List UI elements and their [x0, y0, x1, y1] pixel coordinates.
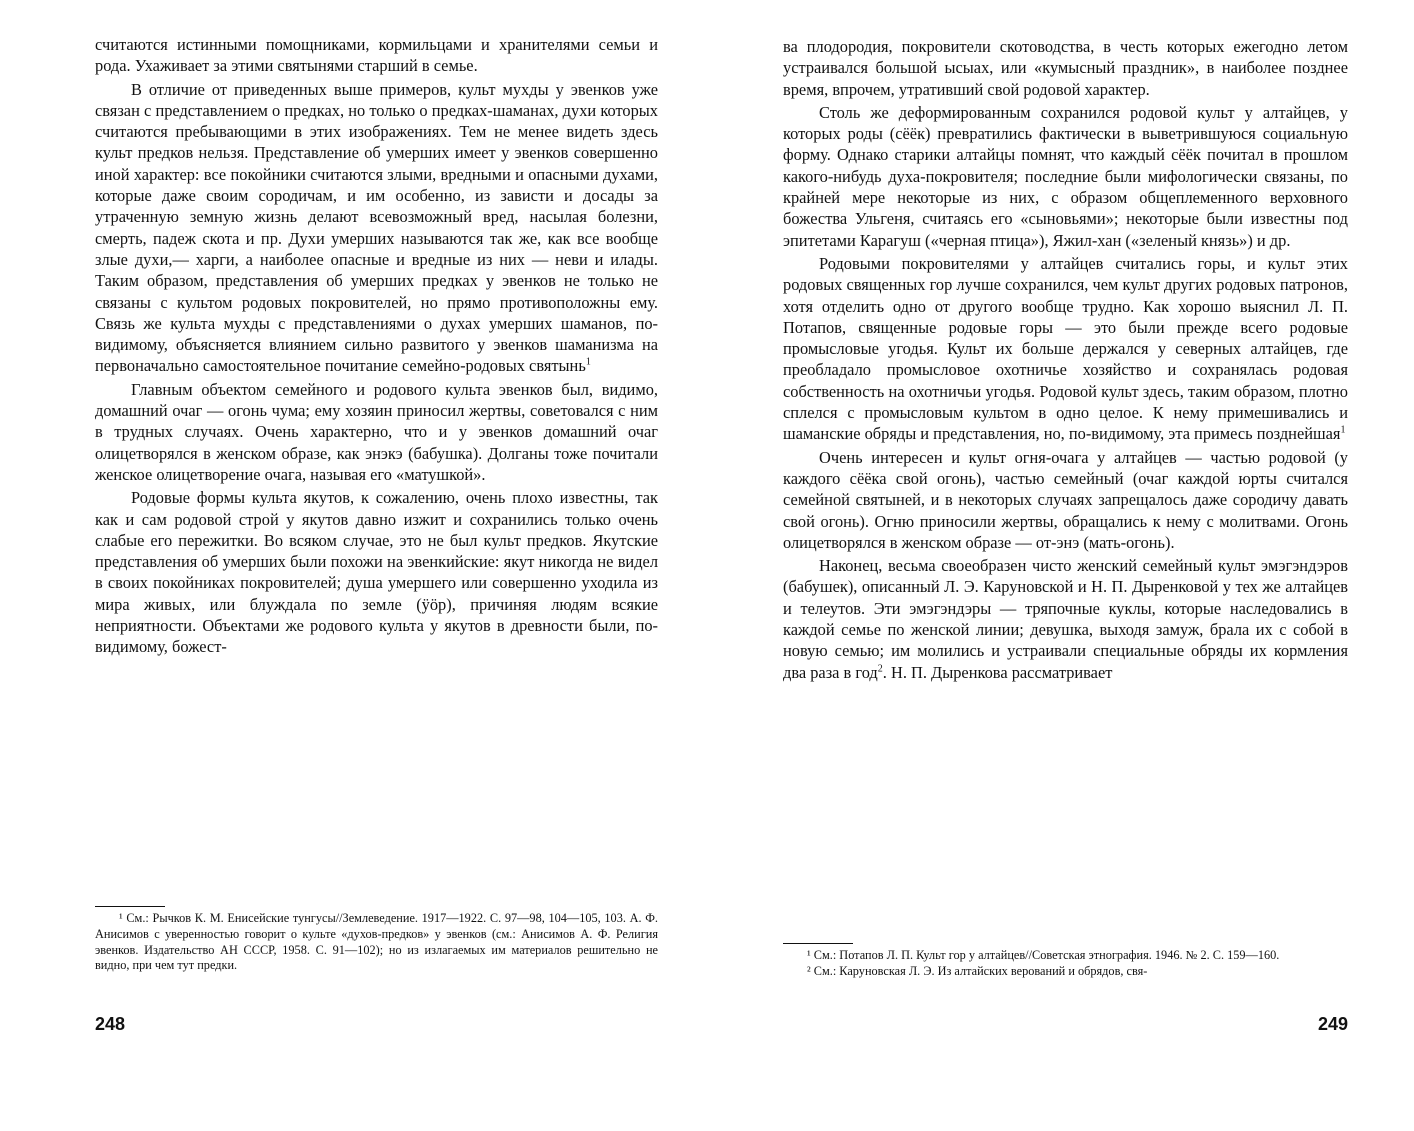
paragraph: В отличие от приведенных выше примеров, культ мухды у эвенков уже связан с представлением о предках, но только о предках-шаманах, духи которых считаются пребывающими в этих изображениях. Тем не менее видеть здесь культ предков нельзя. Представление об умерших имеет у эвенков совершенно иной характер: все покойники считаются злыми, вредными и опасными духами, которые даже своим сородичам, и им особенно, из зависти и досады за утраченную земную жизнь делают всевозможный вред, насылая болезни, смерть, падеж скота и пр. Духи умерших называются так же, как все вообще злые духи,— харги, а наиболее опасные и вредные из них — неви и илады. Таким образом, представления об умерших предках у эвенков не только не связаны с культом родовых покровителей, но прямо противоположны ему. Связь же культа мухды с представлениями о духах умерших шаманов, по-видимому, объясняется влиянием сильно развитого у эвенков шаманизма на первоначально самостоятельное почитание семейно-родовых святынь$^1$	[95, 79, 658, 376]
paragraph: Главным объектом семейного и родового культа эвенков был, видимо, домашний очаг — огонь чума; ему хозяин приносил жертвы, советовался с ним в трудных случаях. Очень характерно, что и у эвенков домашний очаг олицетворялся в женском образе, как энэкэ (бабушка). Долганы тоже почитали женское олицетворение очага, называя его «матушкой».	[95, 379, 658, 484]
footnote: ² См.: Каруновская Л. Э. Из алтайских верований и обрядов, свя-	[807, 963, 1148, 978]
footnotes	[783, 948, 1348, 980]
footnote-divider	[783, 943, 853, 944]
footnote-marker: 1	[1340, 424, 1346, 436]
paragraph: считаются истинными помощниками, кормильцами и хранителями семьи и рода. Ухаживает за этими святынями старший в семье.	[95, 35, 658, 76]
page-number: 249	[1317, 1014, 1348, 1034]
footnote-divider	[95, 906, 165, 907]
right-body-text	[783, 36, 1348, 683]
paragraph	[783, 555, 1348, 683]
footnote-marker: 1	[585, 356, 591, 368]
paragraph-text: . Н. П. Дыренкова рассматривает	[882, 662, 1113, 682]
paragraph: Столь же деформированным сохранился родовой культ у алтайцев, у которых роды (сёёк) превратились фактически в выветрившуюся социальную форму. Однако старики алтайцы помнят, что каждый сёёк почитал в прошлом какого-нибудь духа-покровителя; последние были мифологически связаны, по крайней мере некоторые из них, с образом общеплеменного верховного божества Ульгеня, считаясь его «сыновьями»; некоторые были известны под эпитетами Карагуш («черная птица»), Яжил-хан («зеленый князь») и др.	[783, 102, 1348, 250]
page-number: 248	[95, 1014, 126, 1034]
paragraph: Очень интересен и культ огня-очага у алтайцев — частью родовой (у каждого сёёка свой огонь), частью семейный (очаг каждой юрты считался семейной святыней, и в некоторых случаях запрещалось даже сородичу давать свой огонь). Огню приносили жертвы, обращались к нему с молитвами. Огонь олицетворялся в женском образе — от-энэ (мать-огонь).	[783, 447, 1348, 552]
footnote-marker: 2	[877, 663, 883, 675]
footnote: ¹ См.: Потапов Л. П. Культ гор у алтайцев//Советская этнография. 1946. № 2. С. 159—160.	[807, 948, 1280, 962]
paragraph: Родовые формы культа якутов, к сожалению, очень плохо известны, так как и сам родовой строй у якутов давно изжит и сохранились только очень слабые его пережитки. Во всяком случае, это не был культ предков. Якутские представления об умерших были похожи на эвенкийские: якут никогда не видел в своих покойниках покровителей; душа умершего или совершенно уходила из мира живых, или блуждала по земле (ӱӧр), причиняя людям всякие неприятности. Объектами же родового культа у якутов в древности были, по-видимому, божест-	[95, 488, 658, 657]
paragraph-text: Наконец, весьма своеобразен чисто женский семейный культ эмэгэндэров (бабушек), описанный Л. Э. Каруновской и Н. П. Дыренковой у тех же алтайцев и телеутов. Эти эмэгэндэры — тряпочные куклы, которые наследовались в каждой семье по женской линии; девушка, выходя замуж, брала их с собой в новую семью; им молились и устраивали специальные обряды их кормления два раза в год	[783, 556, 1348, 682]
footnote: ¹ См.: Рычков К. М. Енисейские тунгусы//Землеведение. 1917—1922. С. 97—98, 104—105, 103. А. Ф. Анисимов с уверенностью говорит о культе «духов-предков» у эвенков (см.: Анисимов А. Ф. Религия эвенков. Издательство АН СССР, 1958. С. 91—102); но из излагаемых им материалов решительно не видно, при чем тут предки.	[95, 911, 658, 973]
footnotes	[95, 911, 658, 974]
paragraph: Родовыми покровителями у алтайцев считались горы, и культ этих родовых священных гор лучше сохранился, чем культ других родовых патронов, хотя отделить одно от другого вообще трудно. Как хорошо выяснил Л. П. Потапов, священные родовые горы — это были прежде всего родовые промысловые угодья. Культ их больше держался у северных алтайцев, где преобладало промысловое охотничье хозяйство и сохранялась родовая собственность на охотничьи угодья. Родовой культ здесь, таким образом, плотно сплелся с промысловым культом в одно целое. К нему примешивались и шаманские обряды и представления, но, по-видимому, эта примесь позднейшая$^1$	[783, 253, 1348, 444]
paragraph: ва плодородия, покровители скотоводства, в честь которых ежегодно летом устраивался большой ысыах, или «кумысный праздник», в наиболее позднее время, впрочем, утративший свой родовой характер.	[783, 37, 1348, 99]
left-body-text	[95, 34, 658, 658]
